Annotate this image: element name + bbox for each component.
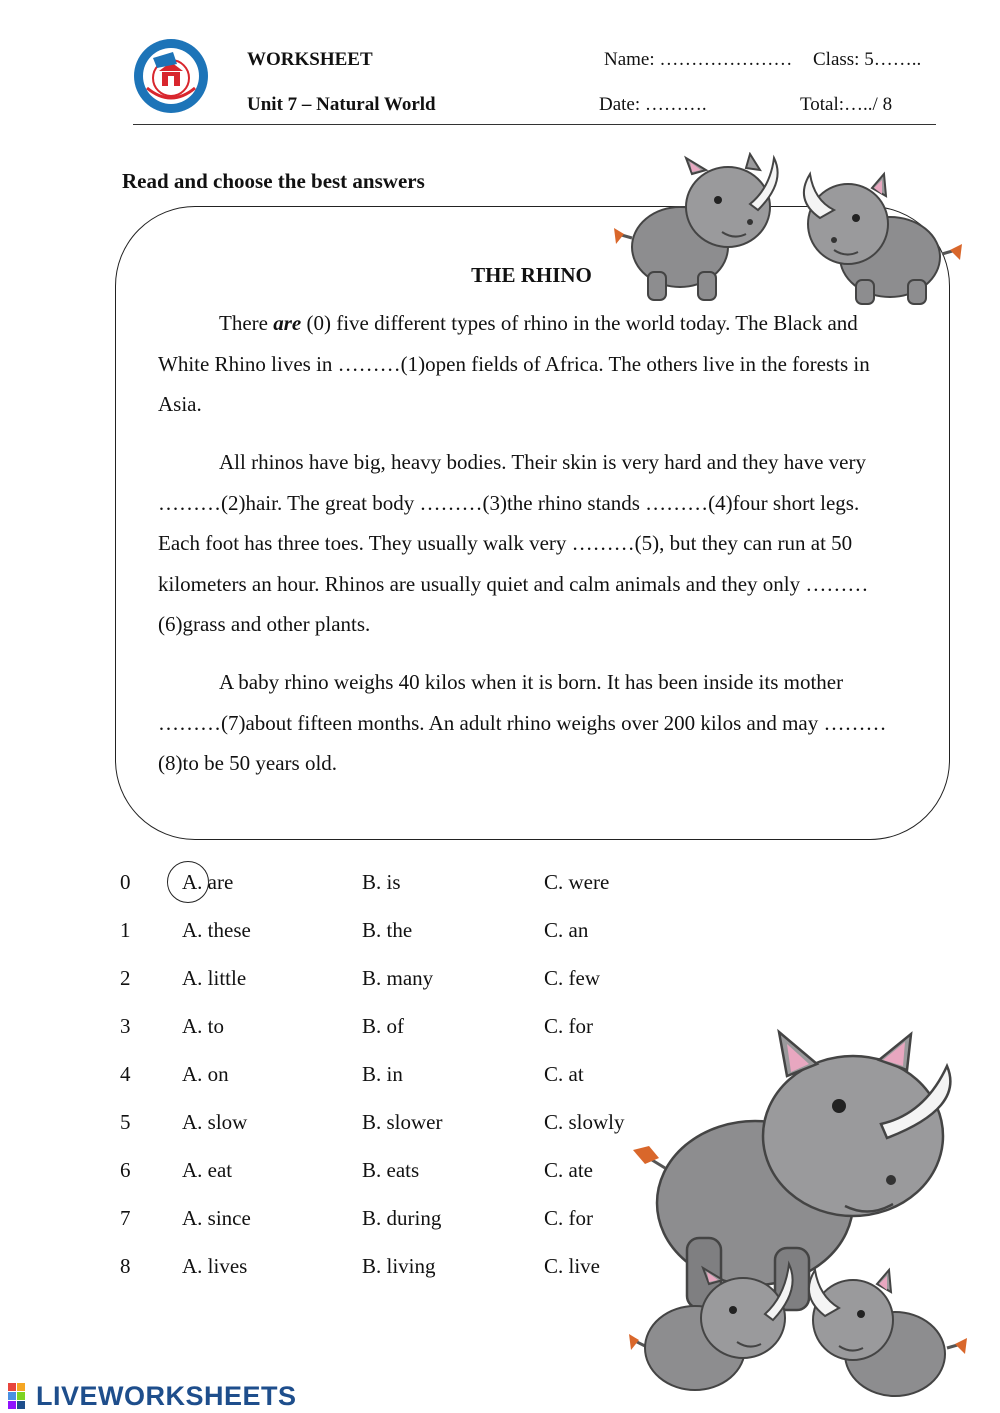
p2-text: All rhinos have big, heavy bodies. Their skin is very hard and they have very ………(2)hair. The great body ………(3)the rhino stands ………(4)four short legs. Each foot has three toes. They usually walk very ………(5), but they can run at 50 kilometers an hour. Rhinos are usually quiet and calm animals and they only ………(6)grass and other plants. xyxy=(158,450,869,636)
school-logo xyxy=(133,38,209,114)
option-a[interactable]: A. these xyxy=(182,918,251,942)
date-field[interactable]: Date: ………. xyxy=(599,94,707,115)
liveworksheets-brand[interactable] xyxy=(8,1382,297,1410)
option-c[interactable]: C. live xyxy=(544,1254,600,1278)
question-number: 4 xyxy=(120,1062,131,1086)
option-a[interactable]: A. little xyxy=(182,966,247,990)
option-c[interactable]: C. at xyxy=(544,1062,584,1086)
option-b[interactable]: B. in xyxy=(362,1062,403,1086)
question-number: 8 xyxy=(120,1254,131,1278)
option-c[interactable]: C. few xyxy=(544,966,600,990)
question-number: 2 xyxy=(120,966,131,990)
option-b[interactable]: B. slower xyxy=(362,1110,443,1134)
rhino-family-illustration xyxy=(625,1028,970,1410)
class-field[interactable]: Class: 5…….. xyxy=(813,49,922,70)
option-a[interactable]: A. are xyxy=(182,870,234,894)
option-a[interactable]: A. to xyxy=(182,1014,224,1038)
question-number: 6 xyxy=(120,1158,131,1182)
passage-paragraph-1 xyxy=(158,303,906,425)
option-c[interactable]: C. an xyxy=(544,918,589,942)
option-a[interactable]: A. on xyxy=(182,1062,229,1086)
option-b[interactable]: B. living xyxy=(362,1254,436,1278)
option-a[interactable]: A. since xyxy=(182,1206,251,1230)
option-b[interactable]: B. eats xyxy=(362,1158,420,1182)
small-rhino-icon xyxy=(809,1270,967,1396)
p1-text-b: (0) five different types of rhino in the world today. The Black and White Rhino lives in ………(1)open fields of Africa. The others live in the forests in Asia. xyxy=(158,311,870,416)
name-field[interactable]: Name: ………………… xyxy=(604,49,793,70)
option-c[interactable]: C. for xyxy=(544,1014,593,1038)
total-field: Total:…../ 8 xyxy=(800,94,893,115)
worksheet-title: WORKSHEET xyxy=(247,49,373,70)
p1-example-word: are xyxy=(273,311,302,335)
option-b[interactable]: B. of xyxy=(362,1014,404,1038)
brand-text: LIVEWORKSHEETS xyxy=(36,1380,297,1411)
question-number: 5 xyxy=(120,1110,131,1134)
p1-text-a: There xyxy=(219,311,274,335)
question-number: 0 xyxy=(120,870,131,894)
p3-text: A baby rhino weighs 40 kilos when it is born. It has been inside its mother ………(7)about fifteen months. An adult rhino weighs over 200 kilos and may ………(8)to be 50 years old. xyxy=(158,670,887,775)
question-number: 1 xyxy=(120,918,131,942)
passage-paragraph-2 xyxy=(158,442,906,645)
instruction: Read and choose the best answers xyxy=(122,169,425,193)
option-a[interactable]: A. slow xyxy=(182,1110,248,1134)
option-a[interactable]: A. lives xyxy=(182,1254,248,1278)
option-c[interactable]: C. for xyxy=(544,1206,593,1230)
option-c[interactable]: C. slowly xyxy=(544,1110,625,1134)
passage-title: THE RHINO xyxy=(471,263,592,287)
option-b[interactable]: B. many xyxy=(362,966,434,990)
question-number: 7 xyxy=(120,1206,131,1230)
option-c[interactable]: C. were xyxy=(544,870,610,894)
option-b[interactable]: B. the xyxy=(362,918,413,942)
question-number: 3 xyxy=(120,1014,131,1038)
passage-paragraph-3 xyxy=(158,662,906,784)
option-b[interactable]: B. during xyxy=(362,1206,442,1230)
liveworksheets-logo-icon xyxy=(8,1383,34,1409)
header-divider xyxy=(133,124,936,125)
unit-subtitle: Unit 7 – Natural World xyxy=(247,94,436,115)
option-a[interactable]: A. eat xyxy=(182,1158,233,1182)
option-c[interactable]: C. ate xyxy=(544,1158,593,1182)
option-b[interactable]: B. is xyxy=(362,870,401,894)
